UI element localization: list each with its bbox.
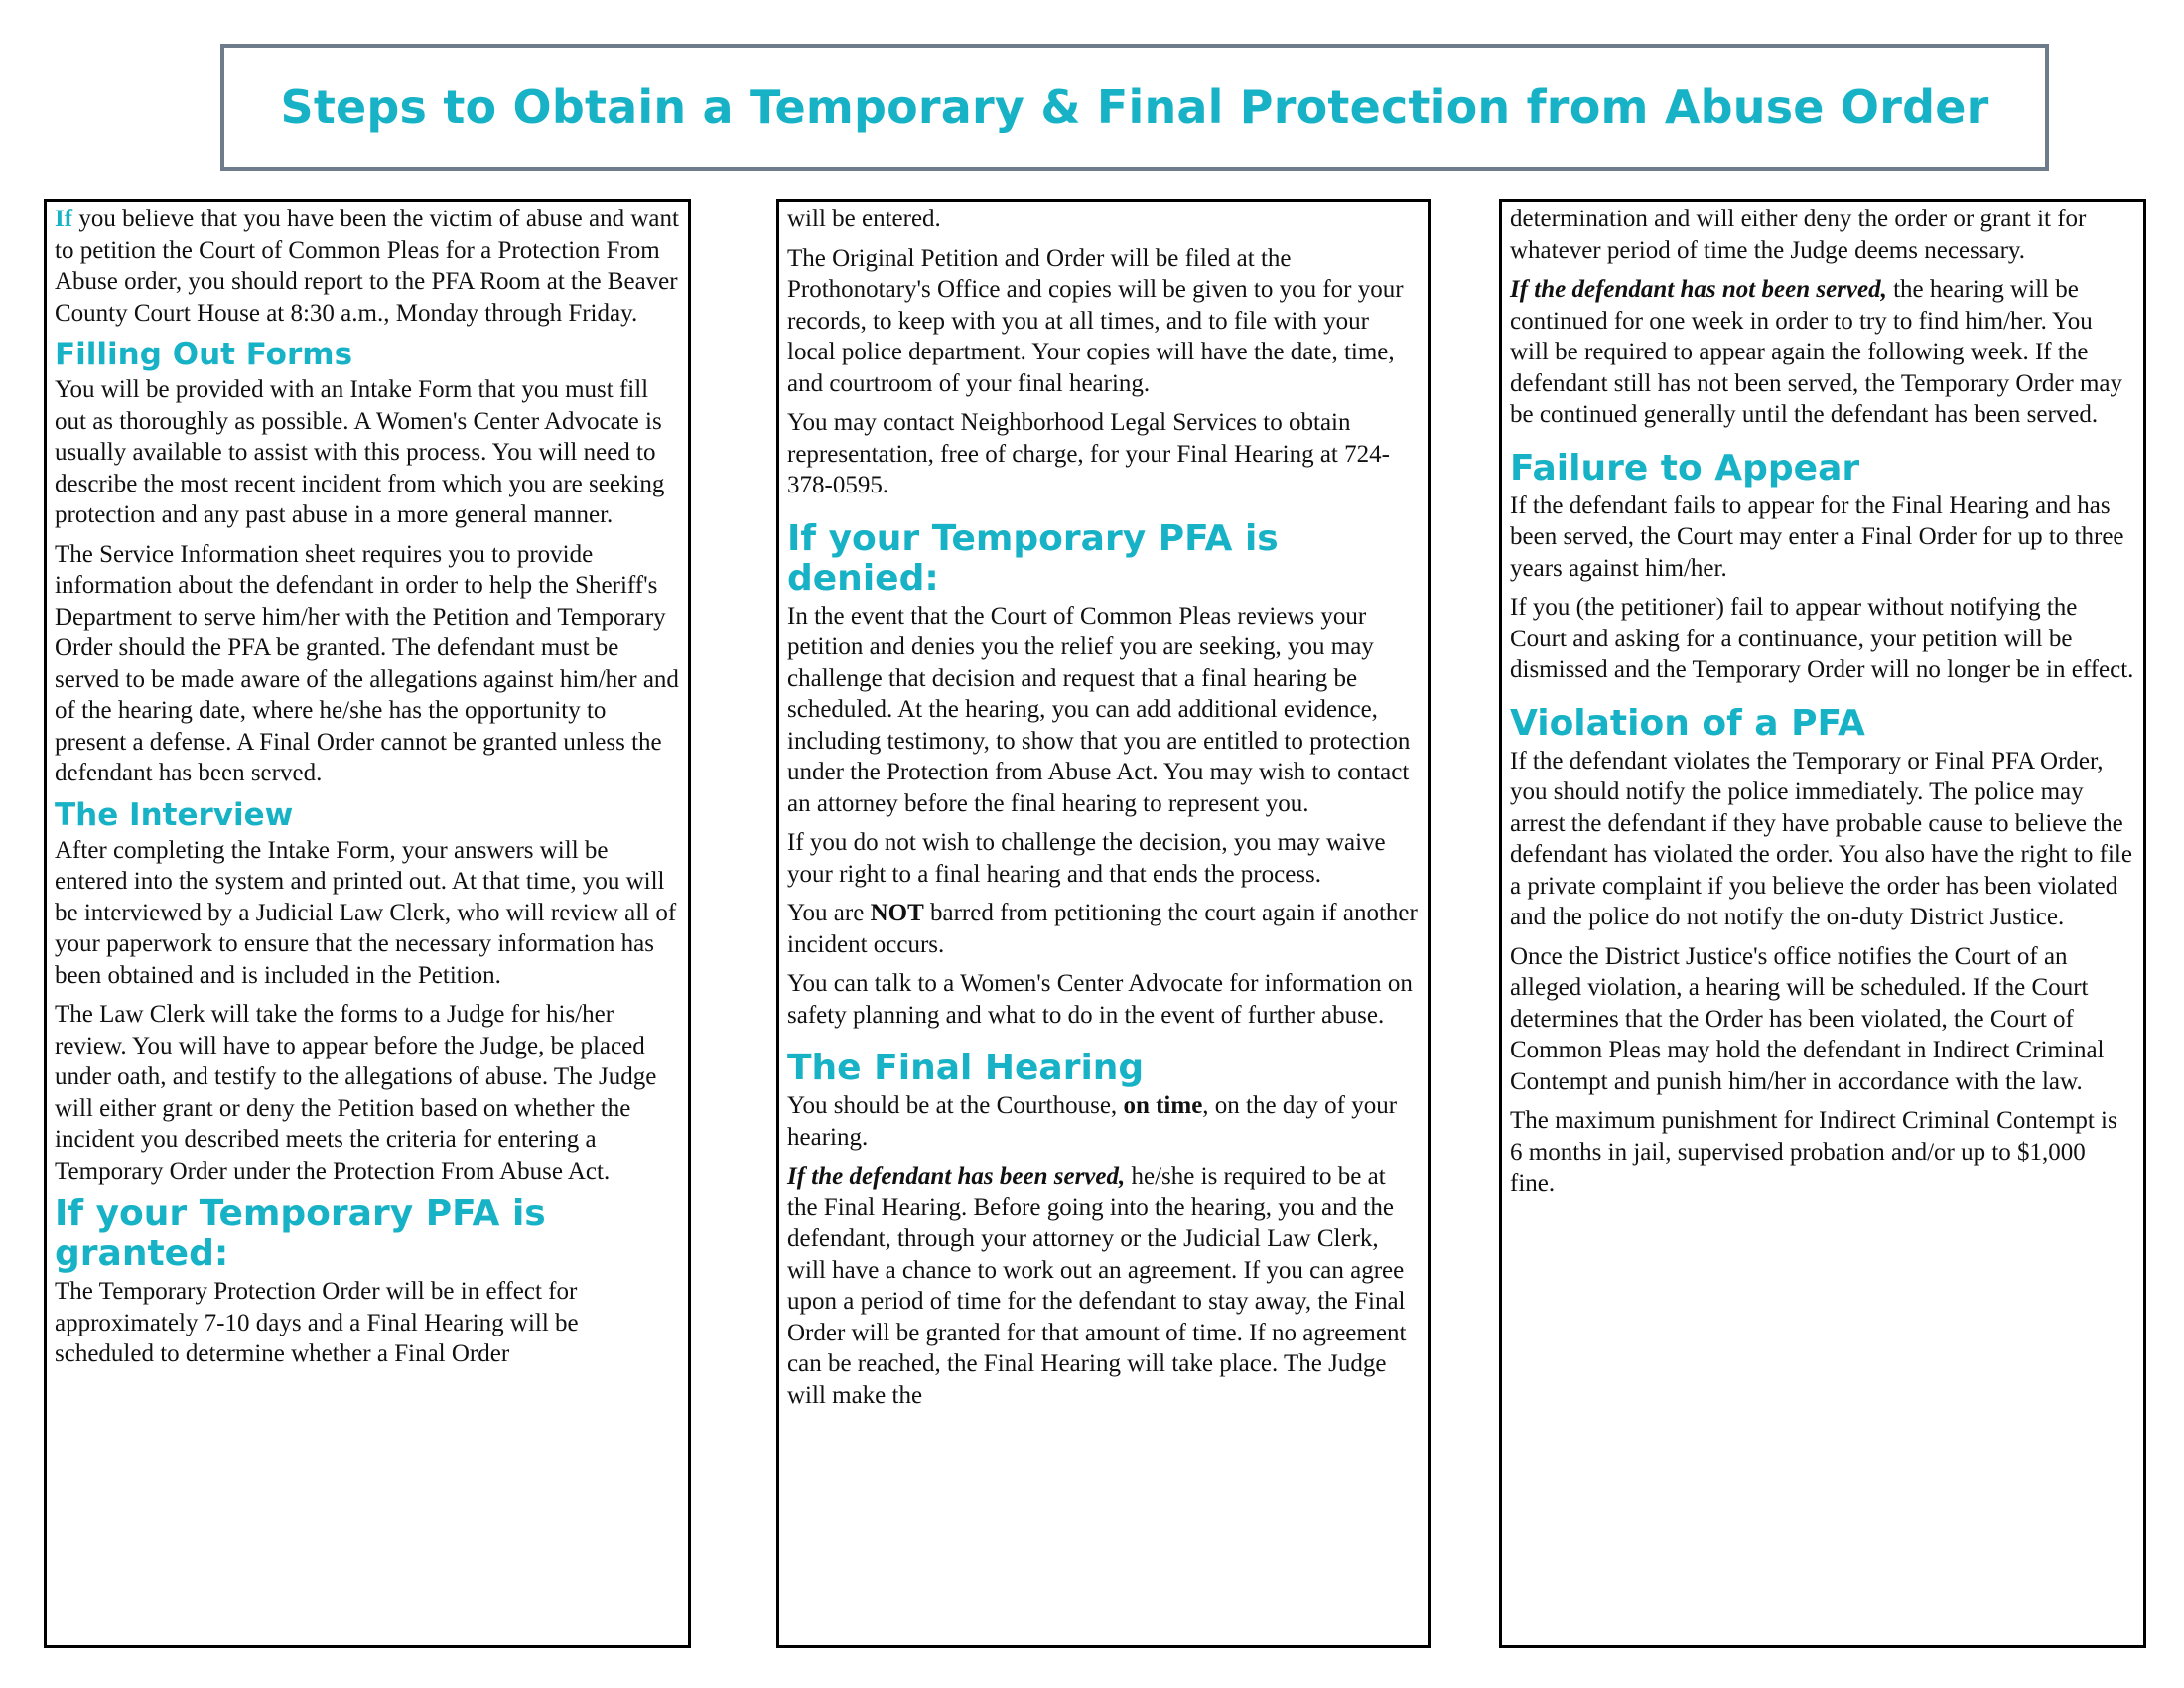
heading-filling-out-forms: Filling Out Forms: [55, 337, 353, 372]
final-paragraph-2: If the defendant has been served, he/she is required to be at the Final Hearing. Before going into the hearing, you and the defendant, through your attorney or the Judicial Law Clerk, will have a chance to work out an agreement. If you can agree upon a period of time for the defendant to stay away, the Final Order will be granted for that amount of time. If no agreement can be reached, the Final Hearing will take place. The Judge will make the: [787, 1163, 1407, 1409]
heading-violation: Violation of a PFA: [1510, 702, 1865, 744]
heading-failure-to-appear: Failure to Appear: [1510, 447, 1860, 489]
page-title: Steps to Obtain a Temporary & Final Protection from Abuse Order: [280, 80, 1989, 134]
heading-pfa-granted: If your Temporary PFA is granted:: [55, 1194, 546, 1274]
filed-paragraph: The Original Petition and Order will be filed at the Prothonotary's Office and copies will be given to you for your records, to keep with you at all times, and to file with your local police department. Your copies will have the date, time, and courtroom of your final hearing.: [787, 244, 1404, 397]
violation-paragraph-2: Once the District Justice's office notifies the Court of an alleged violation, a hearing will be scheduled. If the Court determines that the Order has been violated, the Court of Common Pleas may hold the defendant in Indirect Criminal Contempt and punish him/her in accordance with the law.: [1510, 942, 2105, 1095]
denied-paragraph-2: If you do not wish to challenge the decision, you may waive your right to a final hearing and that ends the process.: [787, 829, 1386, 888]
column-1: [44, 199, 691, 1648]
interview-paragraph-1: After completing the Intake Form, your answers will be entered into the system and printed out. At that time, you will be interviewed by a Judicial Law Clerk, who will review all of your paperwork to ensure that the necessary information has been obtained and is included in the Petition.: [55, 836, 677, 989]
denied-paragraph-1: In the event that the Court of Common Pleas reviews your petition and denies you the relief you are seeking, you may challenge that decision and request that a final hearing be scheduled. At the hearing, you can add additional evidence, including testimony, to show that you are entitled to protection under the Protection from Abuse Act. You may wish to contact an attorney before the final hearing to represent you.: [787, 602, 1411, 817]
heading-pfa-denied: If your Temporary PFA is denied:: [787, 517, 1279, 599]
forms-paragraph-1: You will be provided with an Intake Form that you must fill out as thoroughly as possible. A Women's Center Advocate is usually available to assist with this process. You will need to describe the most recent incident from which you are seeking protection and any past abuse in a more general manner.: [55, 376, 665, 528]
forms-paragraph-2: The Service Information sheet requires you to provide information about the defendant in order to help the Sheriff's Department to serve him/her with the Petition and Temporary Order should the PFA be granted. The defendant must be served to be made aware of the allegations against him/her and of the hearing date, where he/she has the opportunity to present a defense. A Final Order cannot be granted unless the defendant has been served.: [55, 540, 679, 786]
violation-paragraph-3: The maximum punishment for Indirect Criminal Contempt is 6 months in jail, supervised probation and/or up to $1,000 fine.: [1510, 1107, 2117, 1196]
continued-paragraph: will be entered.: [787, 206, 941, 232]
denied-paragraph-4: You can talk to a Women's Center Advocate for information on safety planning and what to do in the event of further abuse.: [787, 970, 1413, 1029]
legal-services-paragraph: You may contact Neighborhood Legal Services to obtain representation, free of charge, for your Final Hearing at 724-378-0595.: [787, 409, 1390, 498]
final-paragraph-1: You should be at the Courthouse, on time, on the day of your hearing.: [787, 1092, 1398, 1151]
violation-paragraph-1: If the defendant violates the Temporary or Final PFA Order, you should notify the police immediately. The police may arrest the defendant if they have probable cause to believe the defendant has violated the order. You also have the right to file a private complaint if you believe the order has been violated and the police do not notify the on-duty District Justice.: [1510, 747, 2132, 930]
denied-paragraph-3: You are NOT barred from petitioning the court again if another incident occurs.: [787, 900, 1418, 958]
column-3: [1499, 199, 2146, 1648]
interview-paragraph-2: The Law Clerk will take the forms to a Judge for his/her review. You will have to appear before the Judge, be placed under oath, and testify to the allegations of abuse. The Judge will either grant or deny the Petition based on whether the incident you described meets the criteria for entering a Temporary Order under the Protection From Abuse Act.: [55, 1001, 657, 1185]
continued-paragraph: determination and will either deny the order or grant it for whatever period of time the Judge deems necessary.: [1510, 206, 2087, 264]
column-2: [776, 199, 1431, 1648]
title-box: [220, 44, 2049, 171]
failure-paragraph-1: If the defendant fails to appear for the Final Hearing and has been served, the Court may enter a Final Order for up to three years against him/her.: [1510, 492, 2124, 582]
heading-the-interview: The Interview: [55, 796, 294, 833]
granted-paragraph-1: The Temporary Protection Order will be in effect for approximately 7-10 days and a Final Hearing will be scheduled to determine whether a Final Order: [55, 1278, 579, 1367]
heading-final-hearing: The Final Hearing: [787, 1048, 1145, 1088]
intro-lead-word: If: [55, 206, 73, 232]
not-served-paragraph: If the defendant has not been served, the hearing will be continued for one week in order to try to find him/her. You will be required to appear again the following week. If the defendant still has not been served, the Temporary Order may be continued generally until the defendant has been served.: [1510, 276, 2123, 428]
failure-paragraph-2: If you (the petitioner) fail to appear without notifying the Court and asking for a continuance, your petition will be dismissed and the Temporary Order will no longer be in effect.: [1510, 594, 2134, 683]
intro-paragraph: If you believe that you have been the victim of abuse and want to petition the Court of Common Pleas for a Protection From Abuse order, you should report to the PFA Room at the Beaver County Court House at 8:30 a.m., Monday through Friday.: [55, 206, 679, 327]
